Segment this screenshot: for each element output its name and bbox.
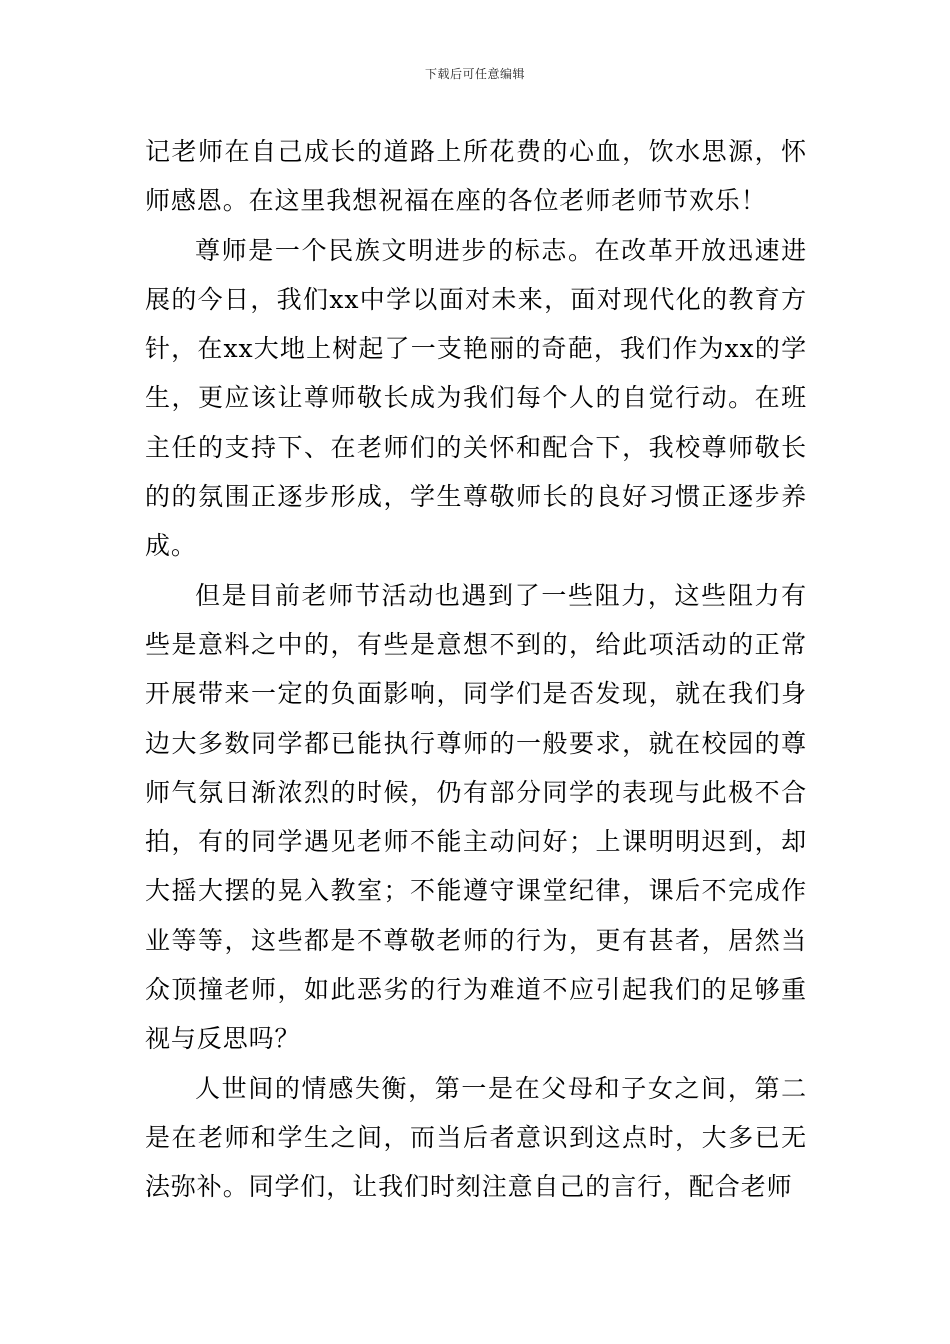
document-body xyxy=(145,127,807,1212)
paragraph-3: 但是目前老师节活动也遇到了一些阻力，这些阻力有些是意料之中的，有些是意想不到的，给此项活动的正常开展带来一定的负面影响，同学们是否发现，就在我们身边大多数同学都已能执行尊师的一般要求，就在校园的尊师气氛日渐浓烈的时候，仍有部分同学的表现与此极不合拍，有的同学遇见老师不能主动问好；上课明明迟到，却大摇大摆的晃入教室；不能遵守课堂纪律，课后不完成作业等等，这些都是不尊敬老师的行为，更有甚者，居然当众顶撞老师，如此恶劣的行为难道不应引起我们的足够重视与反思吗？ xyxy=(145,580,807,1054)
page-header-note: 下载后可任意编辑 xyxy=(424,67,525,81)
paragraph-2: 尊师是一个民族文明进步的标志。在改革开放迅速进展的今日，我们xx中学以面对未来，面对现代化的教育方针，在xx大地上树起了一支艳丽的奇葩，我们作为xx的学生，更应该让尊师敬长成为我们每个人的自觉行动。在班主任的支持下、在老师们的关怀和配合下，我校尊师敬长的的氛围正逐步形成，学生尊敬师长的良好习惯正逐步养成。 xyxy=(145,235,807,561)
paragraph-1: 记老师在自己成长的道路上所花费的心血，饮水思源，怀师感恩。在这里我想祝福在座的各位老师老师节欢乐！ xyxy=(145,137,807,216)
paragraph-4: 人世间的情感失衡，第一是在父母和子女之间，第二是在老师和学生之间，而当后者意识到这点时，大多已无法弥补。同学们，让我们时刻注意自己的言行，配合老师 xyxy=(145,1073,807,1202)
